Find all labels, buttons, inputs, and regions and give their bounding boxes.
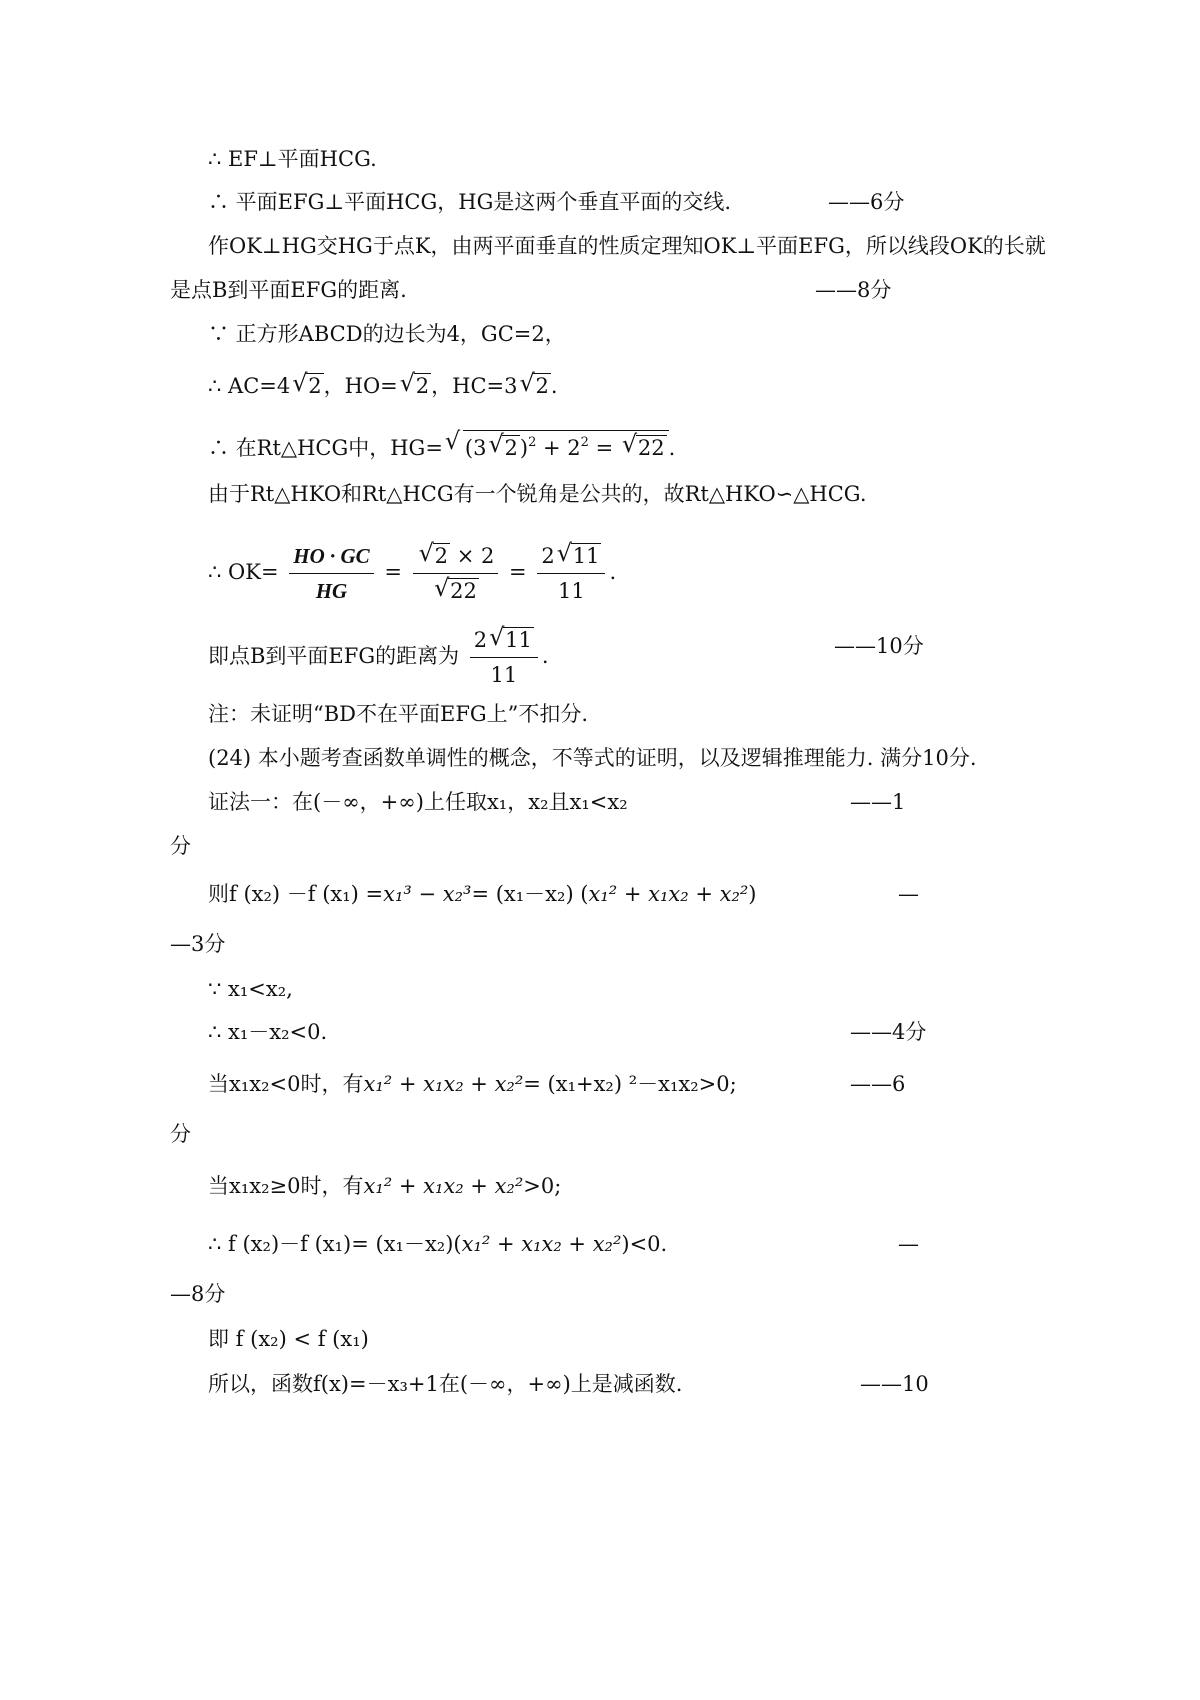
quadratic-sum: x₁² + x₁x₂ + x₂² [461, 1232, 622, 1256]
score-8b-dash: — [898, 1232, 919, 1256]
sqrt-22 [434, 577, 479, 605]
sqrt-2-inner [488, 435, 519, 460]
sqrt-11 [489, 626, 534, 654]
note-line: 注：未证明“BD不在平面EFG上”不扣分. [208, 702, 589, 726]
radicand: 2 [308, 374, 322, 398]
sqrt-2 [419, 542, 450, 570]
numerator [413, 542, 499, 574]
proof-line-7 [208, 430, 675, 462]
proof2-line-6 [208, 1172, 561, 1200]
proof2-line-7 [208, 1230, 667, 1258]
fraction-result [537, 542, 605, 605]
conclusion-tail: )<0. [621, 1232, 668, 1256]
proof-line-10 [208, 626, 549, 689]
score-6b-continuation: 分 [170, 1122, 191, 1146]
score-10b: ——10 [860, 1372, 929, 1396]
coefficient: 2 [473, 628, 488, 652]
equals: = [509, 560, 527, 584]
quadratic-sum: x₁² + x₁x₂ + x₂² [363, 1174, 524, 1198]
sqrt-hg [445, 430, 669, 462]
score-8: ——8分 [815, 278, 892, 302]
hg-formula-prefix: ∴ 在Rt△HCG中，HG= [208, 436, 443, 460]
score-1: ——1 [850, 790, 906, 814]
score-3-dash: — [898, 882, 919, 906]
score-6: ——6分 [828, 190, 905, 214]
proof-line-1: ∴ EF⊥平面HCG. [208, 147, 377, 171]
radicand [463, 430, 669, 460]
proof2-line-3: ∵ x₁<x₂, [208, 977, 293, 1001]
case-nonnegative-prefix: 当x₁x₂≥0时，有 [208, 1174, 364, 1198]
denominator: 11 [490, 663, 518, 687]
case-negative-prefix: 当x₁x₂<0时，有 [208, 1072, 364, 1096]
sqrt-2-b [400, 372, 431, 400]
exponent: 2 [528, 435, 537, 450]
proof-line-9 [208, 542, 616, 605]
case-negative-tail: = (x₁+x₂) ²－x₁x₂>0; [523, 1072, 737, 1096]
proof-line-5: ∵ 正方形ABCD的边长为4，GC=2， [208, 322, 566, 346]
equals: = [588, 436, 614, 460]
hc-label: ，HC=3 [431, 374, 518, 398]
denominator: HG [315, 579, 348, 603]
coefficient: 2 [541, 544, 555, 568]
ok-prefix: ∴ OK= [208, 560, 279, 584]
proof2-line-9: 所以，函数f(x)=－x₃+1在(－∞，+∞)上是减函数. [208, 1372, 683, 1396]
difference-prefix: 则f (x₂) －f (x₁) = [208, 882, 384, 906]
proof2-line-5 [208, 1070, 737, 1098]
plus-two: + 2 [536, 436, 581, 460]
fraction-distance [470, 626, 538, 689]
period: . [550, 374, 558, 398]
proof-line-2: ∴ 平面EFG⊥平面HCG，HG是这两个垂直平面的交线. [208, 190, 732, 214]
radicand: 22 [637, 436, 665, 460]
score-4: ——4分 [850, 1020, 927, 1044]
radicand: 2 [504, 436, 518, 460]
radicand: 2 [535, 374, 549, 398]
exponent: 2 [580, 435, 589, 450]
sqrt-2-a [292, 372, 323, 400]
period: . [541, 644, 549, 668]
fraction-sqrt2-times-2 [413, 542, 499, 605]
proof-line-3: 作OK⊥HG交HG于点K，由两平面垂直的性质定理知OK⊥平面EFG，所以线段OK的长就 [208, 234, 1046, 258]
quadratic-sum: x₁² + x₁x₂ + x₂² [588, 882, 749, 906]
score-10: ——10分 [834, 634, 924, 658]
score-6b: ——6 [850, 1072, 906, 1096]
radicand: 11 [505, 628, 532, 652]
case-nonnegative-tail: >0; [523, 1174, 562, 1198]
conclusion-prefix: ∴ f (x₂)－f (x₁)= (x₁－x₂)( [208, 1232, 462, 1256]
paren-close: ) [748, 882, 757, 906]
radicand: 2 [415, 374, 430, 398]
question-24-header: (24) 本小题考查函数单调性的概念，不等式的证明，以及逻辑推理能力. 满分10分. [208, 746, 977, 770]
proof2-line-1: 证法一：在(－∞，+∞)上任取x₁，x₂且x₁<x₂ [208, 790, 628, 814]
radicand: 22 [450, 579, 477, 603]
proof-line-4: 是点B到平面EFG的距离. [170, 278, 407, 302]
radicand: 11 [572, 544, 600, 568]
score-1-continuation: 分 [170, 834, 191, 858]
score-3-continuation: —3分 [170, 932, 226, 956]
proof-line-6 [208, 372, 558, 400]
paren-close: ) [519, 436, 529, 460]
paren-open: (3 [464, 436, 487, 460]
cube-difference: x₁³ − x₂³ [383, 882, 472, 906]
ho-label: ，HO= [323, 374, 398, 398]
radicand: 2 [434, 544, 449, 568]
equals: = [384, 560, 402, 584]
fraction-ho-gc [289, 542, 373, 605]
proof2-line-2 [208, 880, 757, 908]
sqrt-2-c [519, 372, 550, 400]
distance-prefix: 即点B到平面EFG的距离为 [208, 644, 460, 668]
denominator [413, 574, 499, 605]
proof2-line-8: 即 f (x₂) < f (x₁) [208, 1327, 369, 1351]
sqrt-22 [622, 435, 667, 460]
numerator: HO · GC [289, 542, 373, 574]
ac-label: AC=4 [228, 374, 291, 398]
factor-prefix: = (x₁－x₂) ( [471, 882, 589, 906]
numerator [537, 542, 605, 574]
proof2-line-4: ∴ x₁－x₂<0. [208, 1020, 328, 1044]
times-two: × 2 [450, 544, 495, 568]
period: . [668, 436, 676, 460]
sqrt-11 [557, 542, 602, 570]
therefore-symbol: ∴ [208, 374, 229, 398]
period: . [609, 560, 617, 584]
denominator: 11 [558, 579, 585, 603]
quadratic-sum: x₁² + x₁x₂ + x₂² [363, 1072, 524, 1096]
score-8b-continuation: —8分 [170, 1282, 226, 1306]
proof-line-8: 由于Rt△HKO和Rt△HCG有一个锐角是公共的，故Rt△HKO∽△HCG. [208, 482, 867, 506]
numerator [470, 626, 538, 658]
